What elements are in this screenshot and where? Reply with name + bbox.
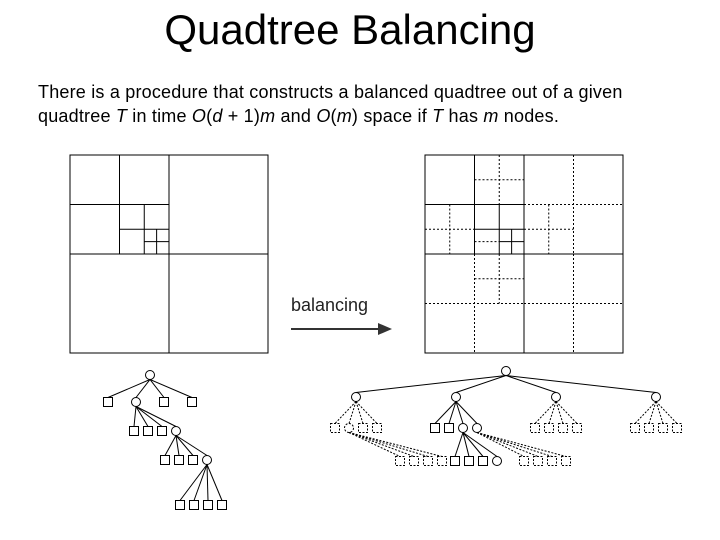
tree-node	[502, 367, 511, 376]
unbalanced-tree	[104, 371, 227, 510]
balanced-subdivision	[425, 155, 623, 353]
tree-edge	[165, 436, 176, 456]
tree-edge	[477, 433, 524, 457]
slide-title: Quadtree Balancing	[164, 6, 536, 53]
tree-leaf	[218, 501, 227, 510]
tree-edge	[207, 465, 222, 501]
tree-leaf	[573, 424, 582, 433]
tree-leaf	[176, 501, 185, 510]
tree-leaf	[175, 456, 184, 465]
tree-leaf	[520, 457, 529, 466]
tree-edge	[477, 433, 566, 457]
tree-edge	[477, 433, 552, 457]
tree-leaf	[373, 424, 382, 433]
quadtree-figure	[55, 145, 685, 530]
tree-node	[459, 424, 468, 433]
tree-leaf	[188, 398, 197, 407]
tree-edge	[455, 433, 463, 457]
tree-leaf	[190, 501, 199, 510]
tree-node	[473, 424, 482, 433]
body-line-2: quadtree T in time O(d + 1)m and O(m) space if T has m nodes.	[38, 106, 560, 126]
tree-node	[345, 424, 354, 433]
tree-leaf	[438, 457, 447, 466]
body-line-1: There is a procedure that constructs a balanced quadtree out of a given	[38, 82, 623, 102]
tree-edge	[349, 433, 442, 457]
tree-leaf	[534, 457, 543, 466]
tree-edge	[349, 433, 400, 457]
tree-leaf	[531, 424, 540, 433]
tree-edge	[136, 407, 162, 427]
tree-leaf	[645, 424, 654, 433]
tree-edge	[194, 465, 207, 501]
tree-leaf	[451, 457, 460, 466]
tree-edge	[108, 380, 150, 398]
tree-node	[203, 456, 212, 465]
tree-node	[172, 427, 181, 436]
unbalanced-subdivision	[70, 155, 268, 353]
tree-edge	[176, 436, 207, 456]
tree-edge	[207, 465, 208, 501]
tree-node	[352, 393, 361, 402]
tree-leaf	[673, 424, 682, 433]
tree-leaf	[130, 427, 139, 436]
tree-edge	[150, 380, 192, 398]
tree-leaf	[331, 424, 340, 433]
tree-leaf	[445, 424, 454, 433]
balancing-arrow	[291, 323, 392, 335]
tree-node	[132, 398, 141, 407]
tree-leaf	[359, 424, 368, 433]
arrowhead	[378, 323, 392, 335]
tree-leaf	[559, 424, 568, 433]
tree-leaf	[204, 501, 213, 510]
tree-leaf	[562, 457, 571, 466]
tree-leaf	[545, 424, 554, 433]
tree-leaf	[158, 427, 167, 436]
tree-leaf	[161, 456, 170, 465]
balanced-tree	[331, 367, 682, 466]
tree-leaf	[144, 427, 153, 436]
tree-node	[493, 457, 502, 466]
tree-leaf	[160, 398, 169, 407]
tree-edge	[477, 433, 538, 457]
slide-body	[38, 80, 698, 128]
tree-edge	[349, 433, 428, 457]
tree-leaf	[410, 457, 419, 466]
tree-leaf	[189, 456, 198, 465]
tree-leaf	[424, 457, 433, 466]
tree-node	[552, 393, 561, 402]
tree-node	[652, 393, 661, 402]
tree-edge	[356, 376, 506, 393]
tree-edge	[349, 433, 414, 457]
tree-leaf	[659, 424, 668, 433]
tree-edge	[180, 465, 207, 501]
tree-edge	[506, 376, 656, 393]
tree-leaf	[104, 398, 113, 407]
tree-leaf	[548, 457, 557, 466]
tree-edge	[134, 407, 136, 427]
tree-node	[452, 393, 461, 402]
tree-leaf	[465, 457, 474, 466]
arrow-label: balancing	[291, 295, 369, 315]
tree-leaf	[396, 457, 405, 466]
quadtree-balancing-diagram	[55, 145, 685, 530]
tree-leaf	[479, 457, 488, 466]
tree-leaf	[431, 424, 440, 433]
tree-leaf	[631, 424, 640, 433]
tree-node	[146, 371, 155, 380]
